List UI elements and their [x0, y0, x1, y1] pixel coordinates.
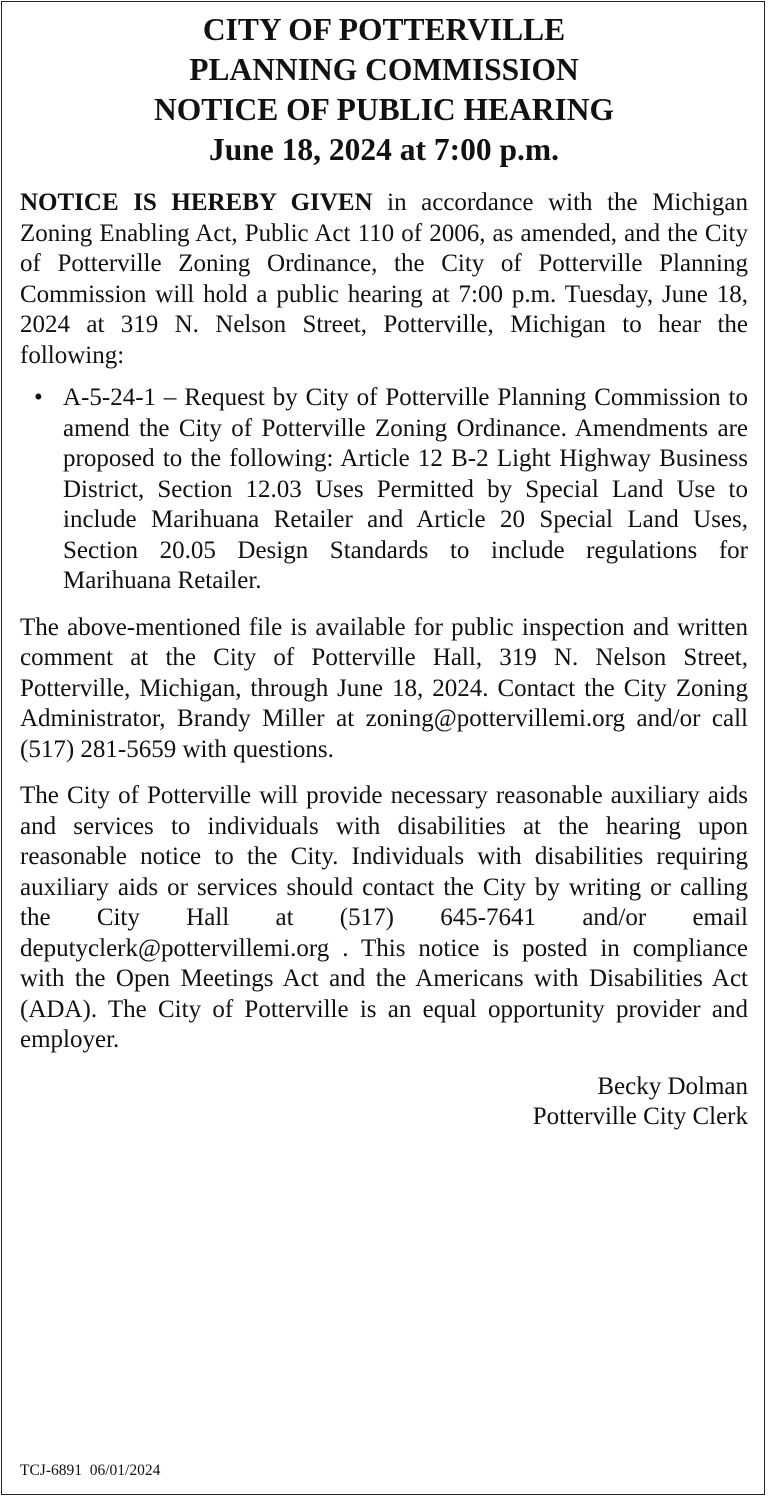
publication-date: 06/01/2024 [89, 1462, 161, 1479]
list-item [20, 383, 748, 597]
accessibility-paragraph: The City of Potterville will provide necessary reasonable auxiliary aids and services to individuals with disabilities at the hearing upon reasonable notice to the City. Individuals with disabilities requiring auxiliary aids or services should contact the City by writing or calling the City Hall at (517) 645-7641 and/or email deputyclerk@pottervillemi.org . This notice is posted in compliance with the Open Meetings Act and the Americans with Disabilities Act (ADA). The City of Potterville is an equal opportunity provider and employer. [20, 782, 748, 1053]
signature-title: Potterville City Clerk [532, 1103, 748, 1130]
publication-id: TCJ-6891 [20, 1462, 82, 1479]
heading-notice-type: NOTICE OF PUBLIC HEARING [153, 92, 614, 127]
heading-city: CITY OF POTTERVILLE [202, 12, 566, 47]
bullet-icon: • [34, 384, 43, 411]
heading-commission: PLANNING COMMISSION [189, 52, 579, 87]
notice-body [20, 10, 748, 1133]
heading-date-time: June 18, 2024 at 7:00 p.m. [208, 132, 559, 167]
signature-block [20, 1072, 748, 1133]
intro-lead: NOTICE IS HEREBY GIVEN [20, 189, 373, 216]
signature-name: Becky Dolman [597, 1072, 748, 1100]
notice-heading [20, 10, 748, 170]
inspection-paragraph: The above-mentioned file is available for public inspection and written comment at the City of Potterville Hall, 319 N. Nelson Street, Potterville, Michigan, through June 18, 2024. Contact the City Zoning Administrator, Brandy Miller at zoning@pottervillemi.org and/or call (517) 281-5659 with questions. [20, 613, 748, 763]
hearing-items-list [20, 383, 748, 597]
intro-paragraph [20, 188, 748, 371]
intro-text: in accordance with the Michigan Zoning Enabling Act, Public Act 110 of 2006, as amended, and the City of Potterville Zoning Ordinance, the City of Potterville Planning Commission will hold a public hearing at 7:00 p.m. Tuesday, June 18, 2024 at 319 N. Nelson Street, Potterville, Michigan to hear the following: [20, 189, 749, 369]
publication-code [20, 1462, 160, 1480]
list-item-text: A-5-24-1 – Request by City of Potterville Planning Commission to amend the City of Potterville Zoning Ordinance. Amendments are proposed to the following: Article 12 B-2 Light Highway Business District, Section 12.03 Uses Permitted by Special Land Use to include Marihuana Retailer and Article 20 Special Land Uses, Section 20.05 Design Standards to include regulations for Marihuana Retailer. [63, 384, 748, 594]
